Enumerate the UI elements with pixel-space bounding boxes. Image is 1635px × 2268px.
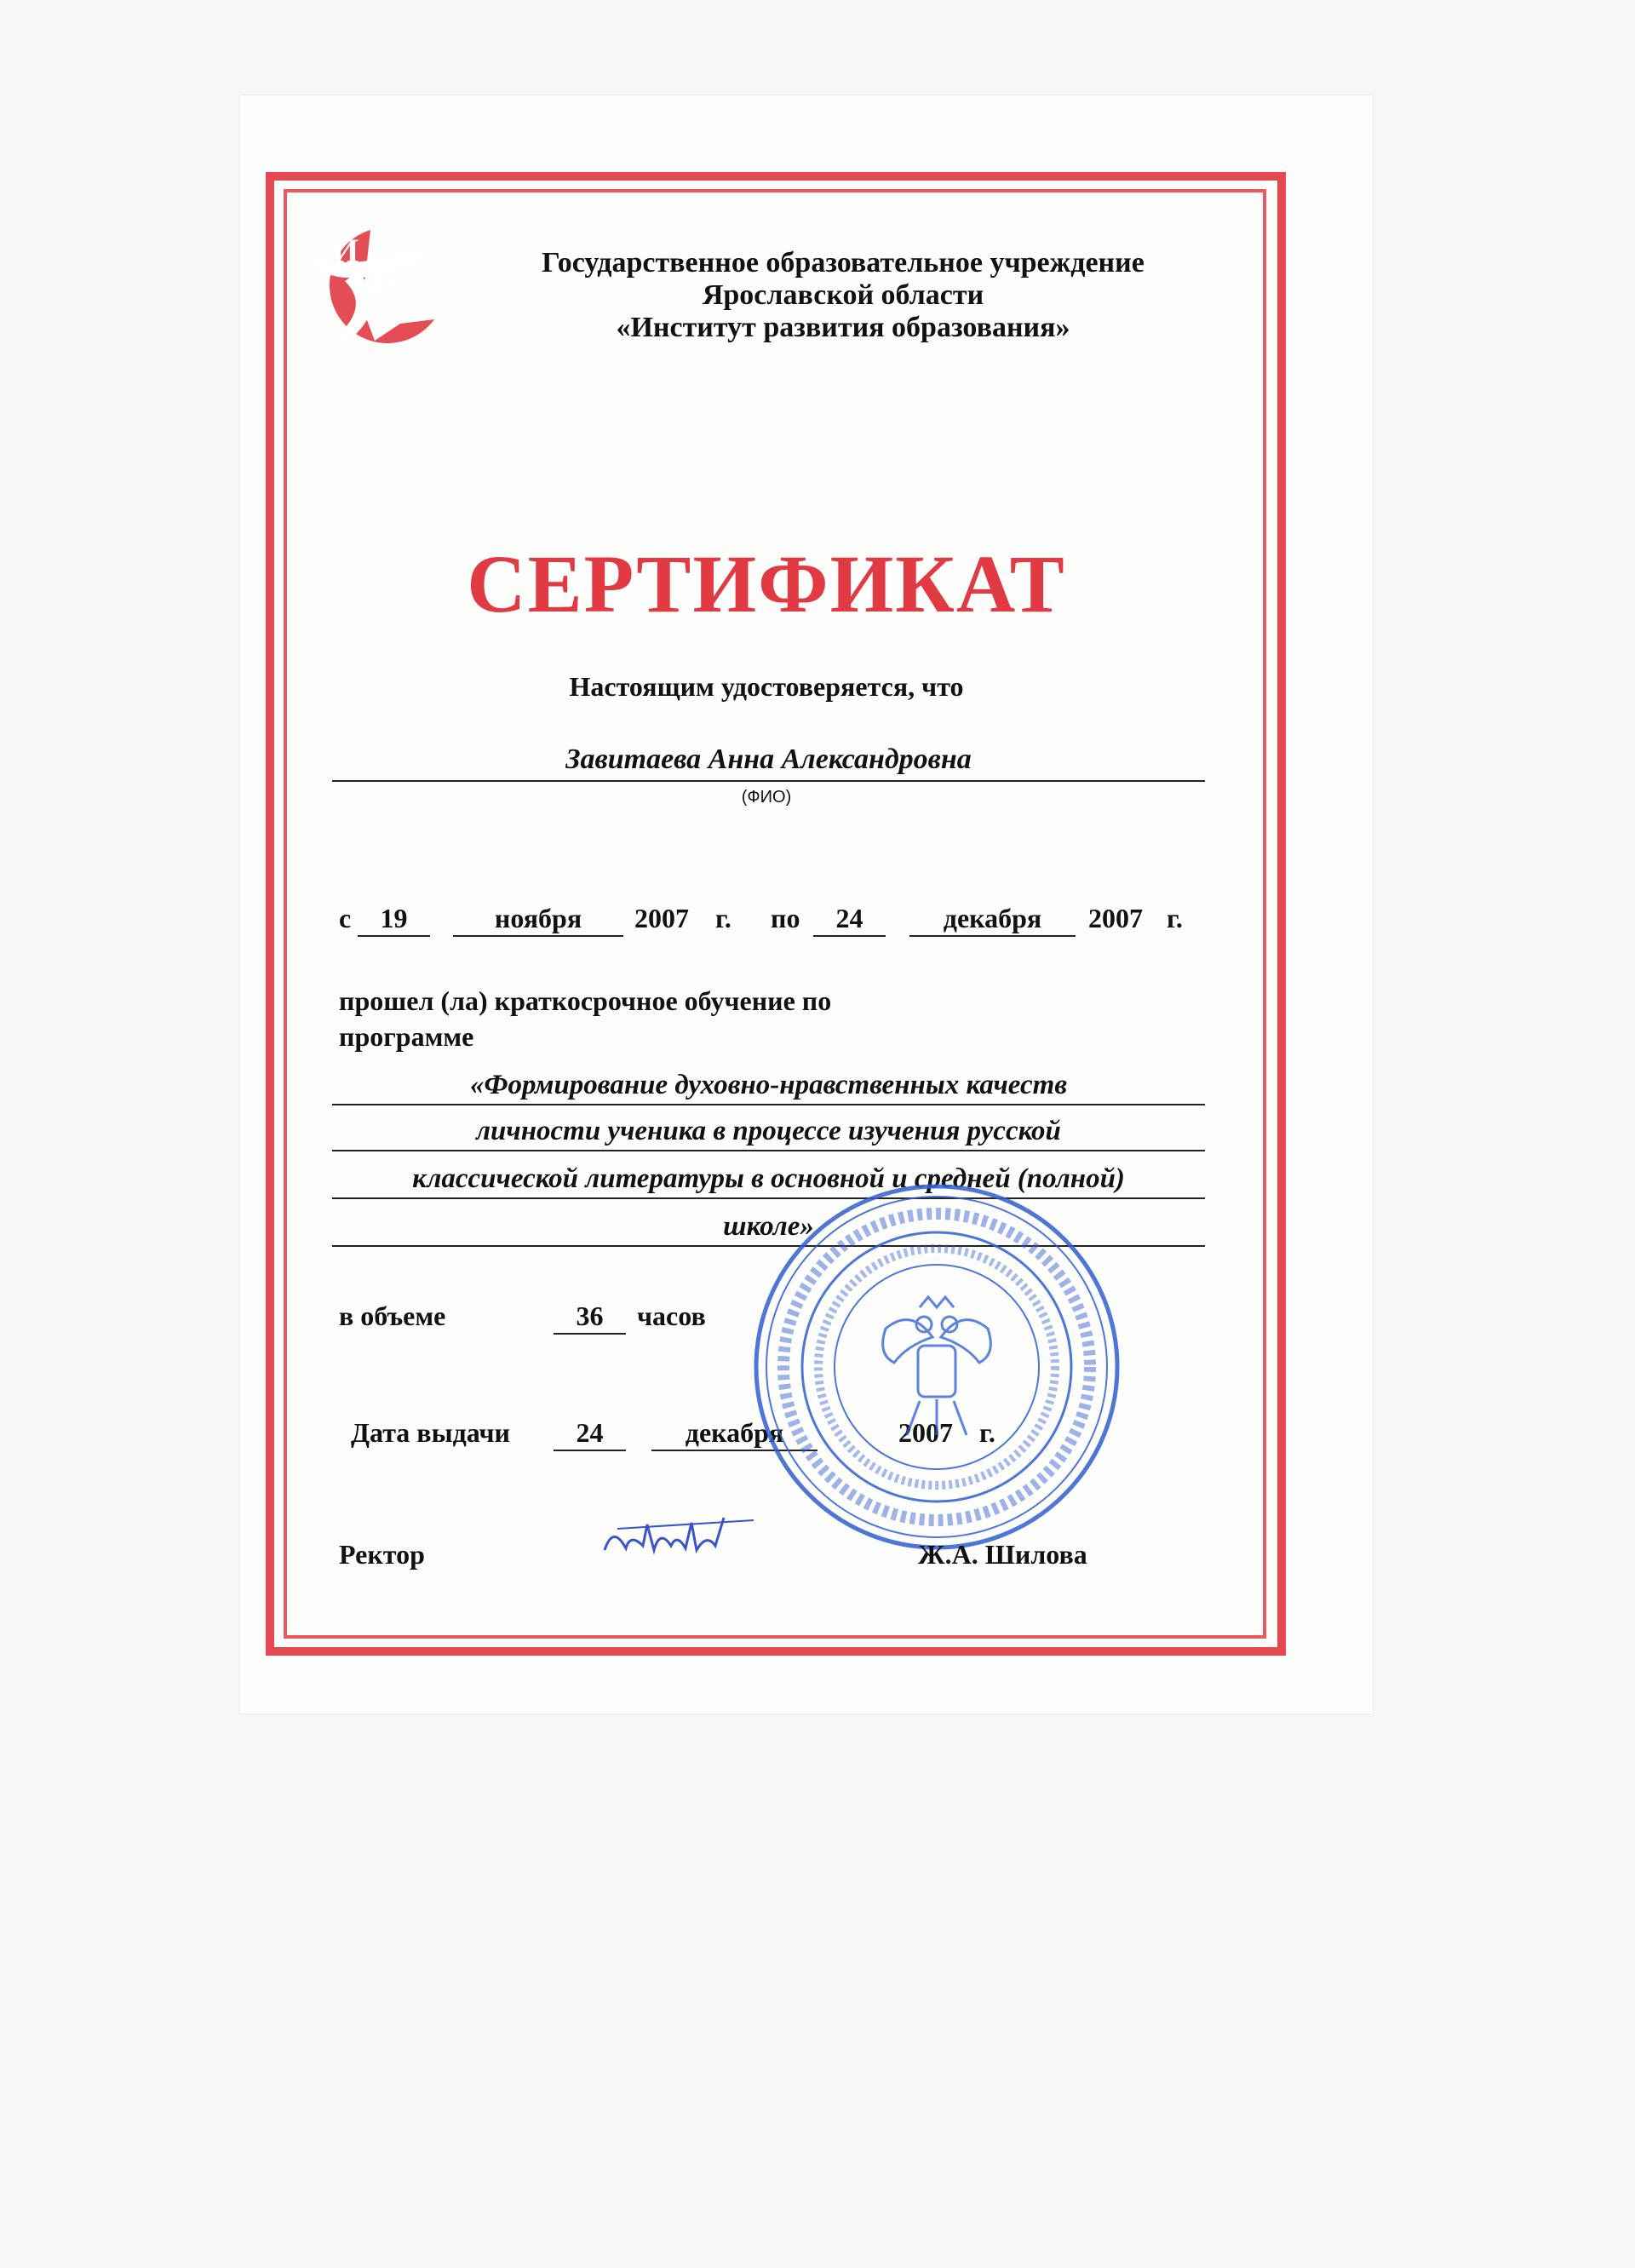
- certifies-text: Настоящим удостоверяется, что: [569, 671, 964, 702]
- program-line-2: личности ученика в процессе изучения русской: [332, 1112, 1205, 1151]
- program-line-4: школе»: [332, 1208, 1205, 1247]
- rector-label: Ректор: [339, 1539, 425, 1570]
- certificate-title: СЕРТИФИКАТ: [467, 538, 1066, 629]
- header-line-1: Государственное образовательное учреждение: [542, 247, 1144, 278]
- program-line-3: классической литературы в основной и средней (полной): [332, 1160, 1205, 1199]
- header-line-2: Ярославской области: [702, 279, 984, 311]
- period-to-year: 2007: [1088, 903, 1143, 933]
- training-line-2: программе: [339, 1021, 474, 1052]
- official-seal-icon: [749, 1180, 1124, 1554]
- issue-date-label: Дата выдачи: [351, 1417, 510, 1448]
- program-line-1: «Формирование духовно-нравственных качеств: [332, 1066, 1205, 1105]
- iro-logo-icon: [298, 221, 477, 349]
- period-from-day: 19: [358, 901, 430, 937]
- period-from-prefix: с: [339, 903, 352, 933]
- issue-month: декабря: [651, 1415, 818, 1451]
- header-line-3: «Институт развития образования»: [616, 312, 1070, 343]
- handwritten-signature-icon: [596, 1507, 766, 1576]
- period-from-month: ноября: [453, 901, 623, 937]
- svg-text:И: И: [332, 232, 359, 270]
- svg-text:Р: Р: [373, 266, 394, 304]
- volume-unit: часов: [637, 1301, 706, 1331]
- recipient-name: Завитаева Анна Александровна: [332, 739, 1205, 782]
- issue-day: 24: [554, 1415, 626, 1451]
- period-to-day: 24: [813, 901, 886, 937]
- rector-name: Ж.А. Шилова: [918, 1539, 1087, 1570]
- issue-year: 2007: [898, 1417, 953, 1448]
- period-from-year: 2007: [634, 903, 689, 933]
- volume-label: в объеме: [339, 1301, 446, 1331]
- institution-header: [477, 247, 1209, 344]
- period-to-month: декабря: [909, 901, 1076, 937]
- recipient-caption: (ФИО): [741, 788, 792, 807]
- period-from-year-suffix: г.: [715, 903, 731, 933]
- period-to-year-suffix: г.: [1167, 903, 1183, 933]
- volume-hours: 36: [554, 1299, 626, 1335]
- training-line-1: прошел (ла) краткосрочное обучение по: [339, 985, 832, 1016]
- issue-year-suffix: г.: [979, 1417, 995, 1448]
- period-to-prefix: по: [771, 903, 800, 933]
